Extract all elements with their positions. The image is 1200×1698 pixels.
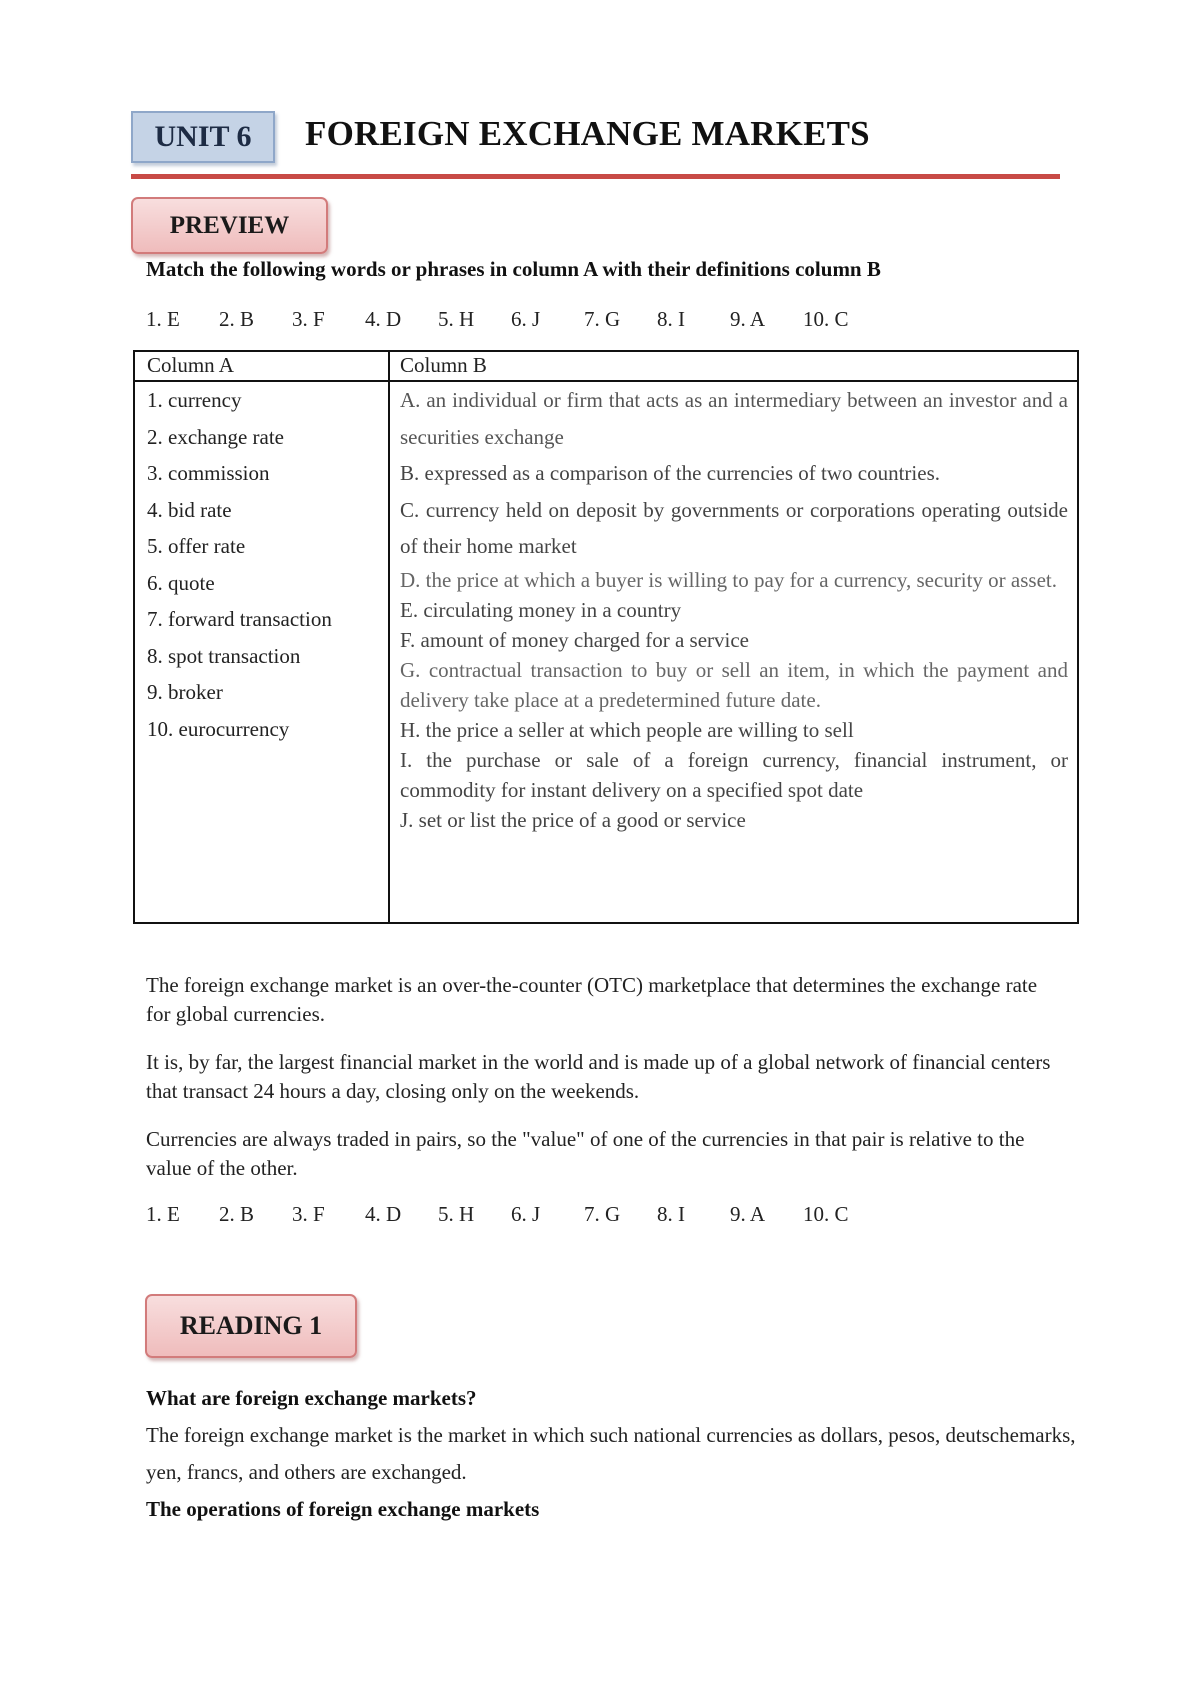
answer-item: 7. G <box>584 1202 621 1226</box>
answer-item: 4. D <box>365 307 402 331</box>
matching-table <box>133 350 1079 924</box>
section-heading: What are foreign exchange markets? <box>146 1386 477 1410</box>
answer-item: 2. B <box>219 1202 255 1226</box>
column-b-header: Column B <box>400 353 487 377</box>
answer-item: 10. C <box>803 1202 849 1226</box>
answer-item: 6. J <box>511 307 541 331</box>
column-a-header: Column A <box>147 353 234 377</box>
section-heading: The operations of foreign exchange markets <box>146 1497 540 1521</box>
term-item: 9. broker <box>147 680 223 704</box>
answer-item: 6. J <box>511 1202 541 1226</box>
answer-item: 1. E <box>146 1202 180 1226</box>
answer-item: 3. F <box>292 307 325 331</box>
term-item: 5. offer rate <box>147 534 246 558</box>
reading-label: READING 1 <box>145 1294 357 1358</box>
answer-item: 4. D <box>365 1202 402 1226</box>
term-item: 10. eurocurrency <box>147 716 290 741</box>
answer-item: 5. H <box>438 307 475 331</box>
definition-item: H. the price a seller at which people are willing to sell <box>400 717 854 742</box>
answer-item: 1. E <box>146 307 180 331</box>
answer-item: 10. C <box>803 307 849 331</box>
term-item: 7. forward transaction <box>147 607 332 631</box>
definition-item: J. set or list the price of a good or service <box>400 807 746 832</box>
term-item: 3. commission <box>147 461 270 485</box>
paragraph: It is, by far, the largest financial market in the world and is made up of a global network of financial centers that transact 24 hours a day, closing only on the weekends. <box>146 1050 1051 1103</box>
answer-item: 8. I <box>657 1202 685 1226</box>
preview-label: PREVIEW <box>131 197 328 254</box>
paragraph: The foreign exchange market is an over-the-counter (OTC) marketplace that determines the exchange rate for global currencies. <box>146 973 1038 1026</box>
answer-item: 3. F <box>292 1202 325 1226</box>
column-a-list <box>147 382 383 747</box>
column-b-list <box>400 382 1068 835</box>
term-item: 8. spot transaction <box>147 643 301 668</box>
paragraph: Currencies are always traded in pairs, so the "value" of one of the currencies in that pair is relative to the value of the other. <box>146 1127 1025 1180</box>
unit-title: FOREIGN EXCHANGE MARKETS <box>305 114 870 153</box>
title-divider <box>131 174 1060 179</box>
definition-item: A. an individual or firm that acts as an intermediary between an investor and a securities exchange <box>400 388 1068 449</box>
column-divider <box>388 352 390 922</box>
answer-key <box>146 307 849 332</box>
term-item: 4. bid rate <box>147 497 232 522</box>
definition-item: E. circulating money in a country <box>400 597 682 622</box>
answer-item: 2. B <box>219 307 255 331</box>
answer-key <box>146 1202 849 1227</box>
term-item: 2. exchange rate <box>147 424 285 449</box>
definition-item: B. expressed as a comparison of the currencies of two countries. <box>400 461 940 485</box>
definition-item: C. currency held on deposit by governments or corporations operating outside of their home market <box>400 497 1068 558</box>
preview-instruction: Match the following words or phrases in column A with their definitions column B <box>146 257 881 281</box>
reading-paragraph: The foreign exchange market is the market in which such national currencies as dollars, pesos, deutschemarks, yen, francs, and others are exchanged. <box>146 1423 1076 1484</box>
answer-item: 5. H <box>438 1202 475 1226</box>
answer-item: 9. A <box>730 1202 766 1226</box>
term-item: 1. currency <box>147 388 242 412</box>
unit-label: UNIT 6 <box>131 111 275 163</box>
definition-item: I. the purchase or sale of a foreign currency, financial instrument, or commodity for instant delivery on a specified spot date <box>400 747 1068 802</box>
answer-item: 9. A <box>730 307 766 331</box>
definition-item: D. the price at which a buyer is willing to pay for a currency, security or asset. <box>400 567 1057 592</box>
answer-item: 7. G <box>584 307 621 331</box>
answer-item: 8. I <box>657 307 685 331</box>
definition-item: F. amount of money charged for a service <box>400 627 749 652</box>
definition-item: G. contractual transaction to buy or sell an item, in which the payment and delivery take place at a predetermined future date. <box>400 657 1068 712</box>
term-item: 6. quote <box>147 570 215 595</box>
